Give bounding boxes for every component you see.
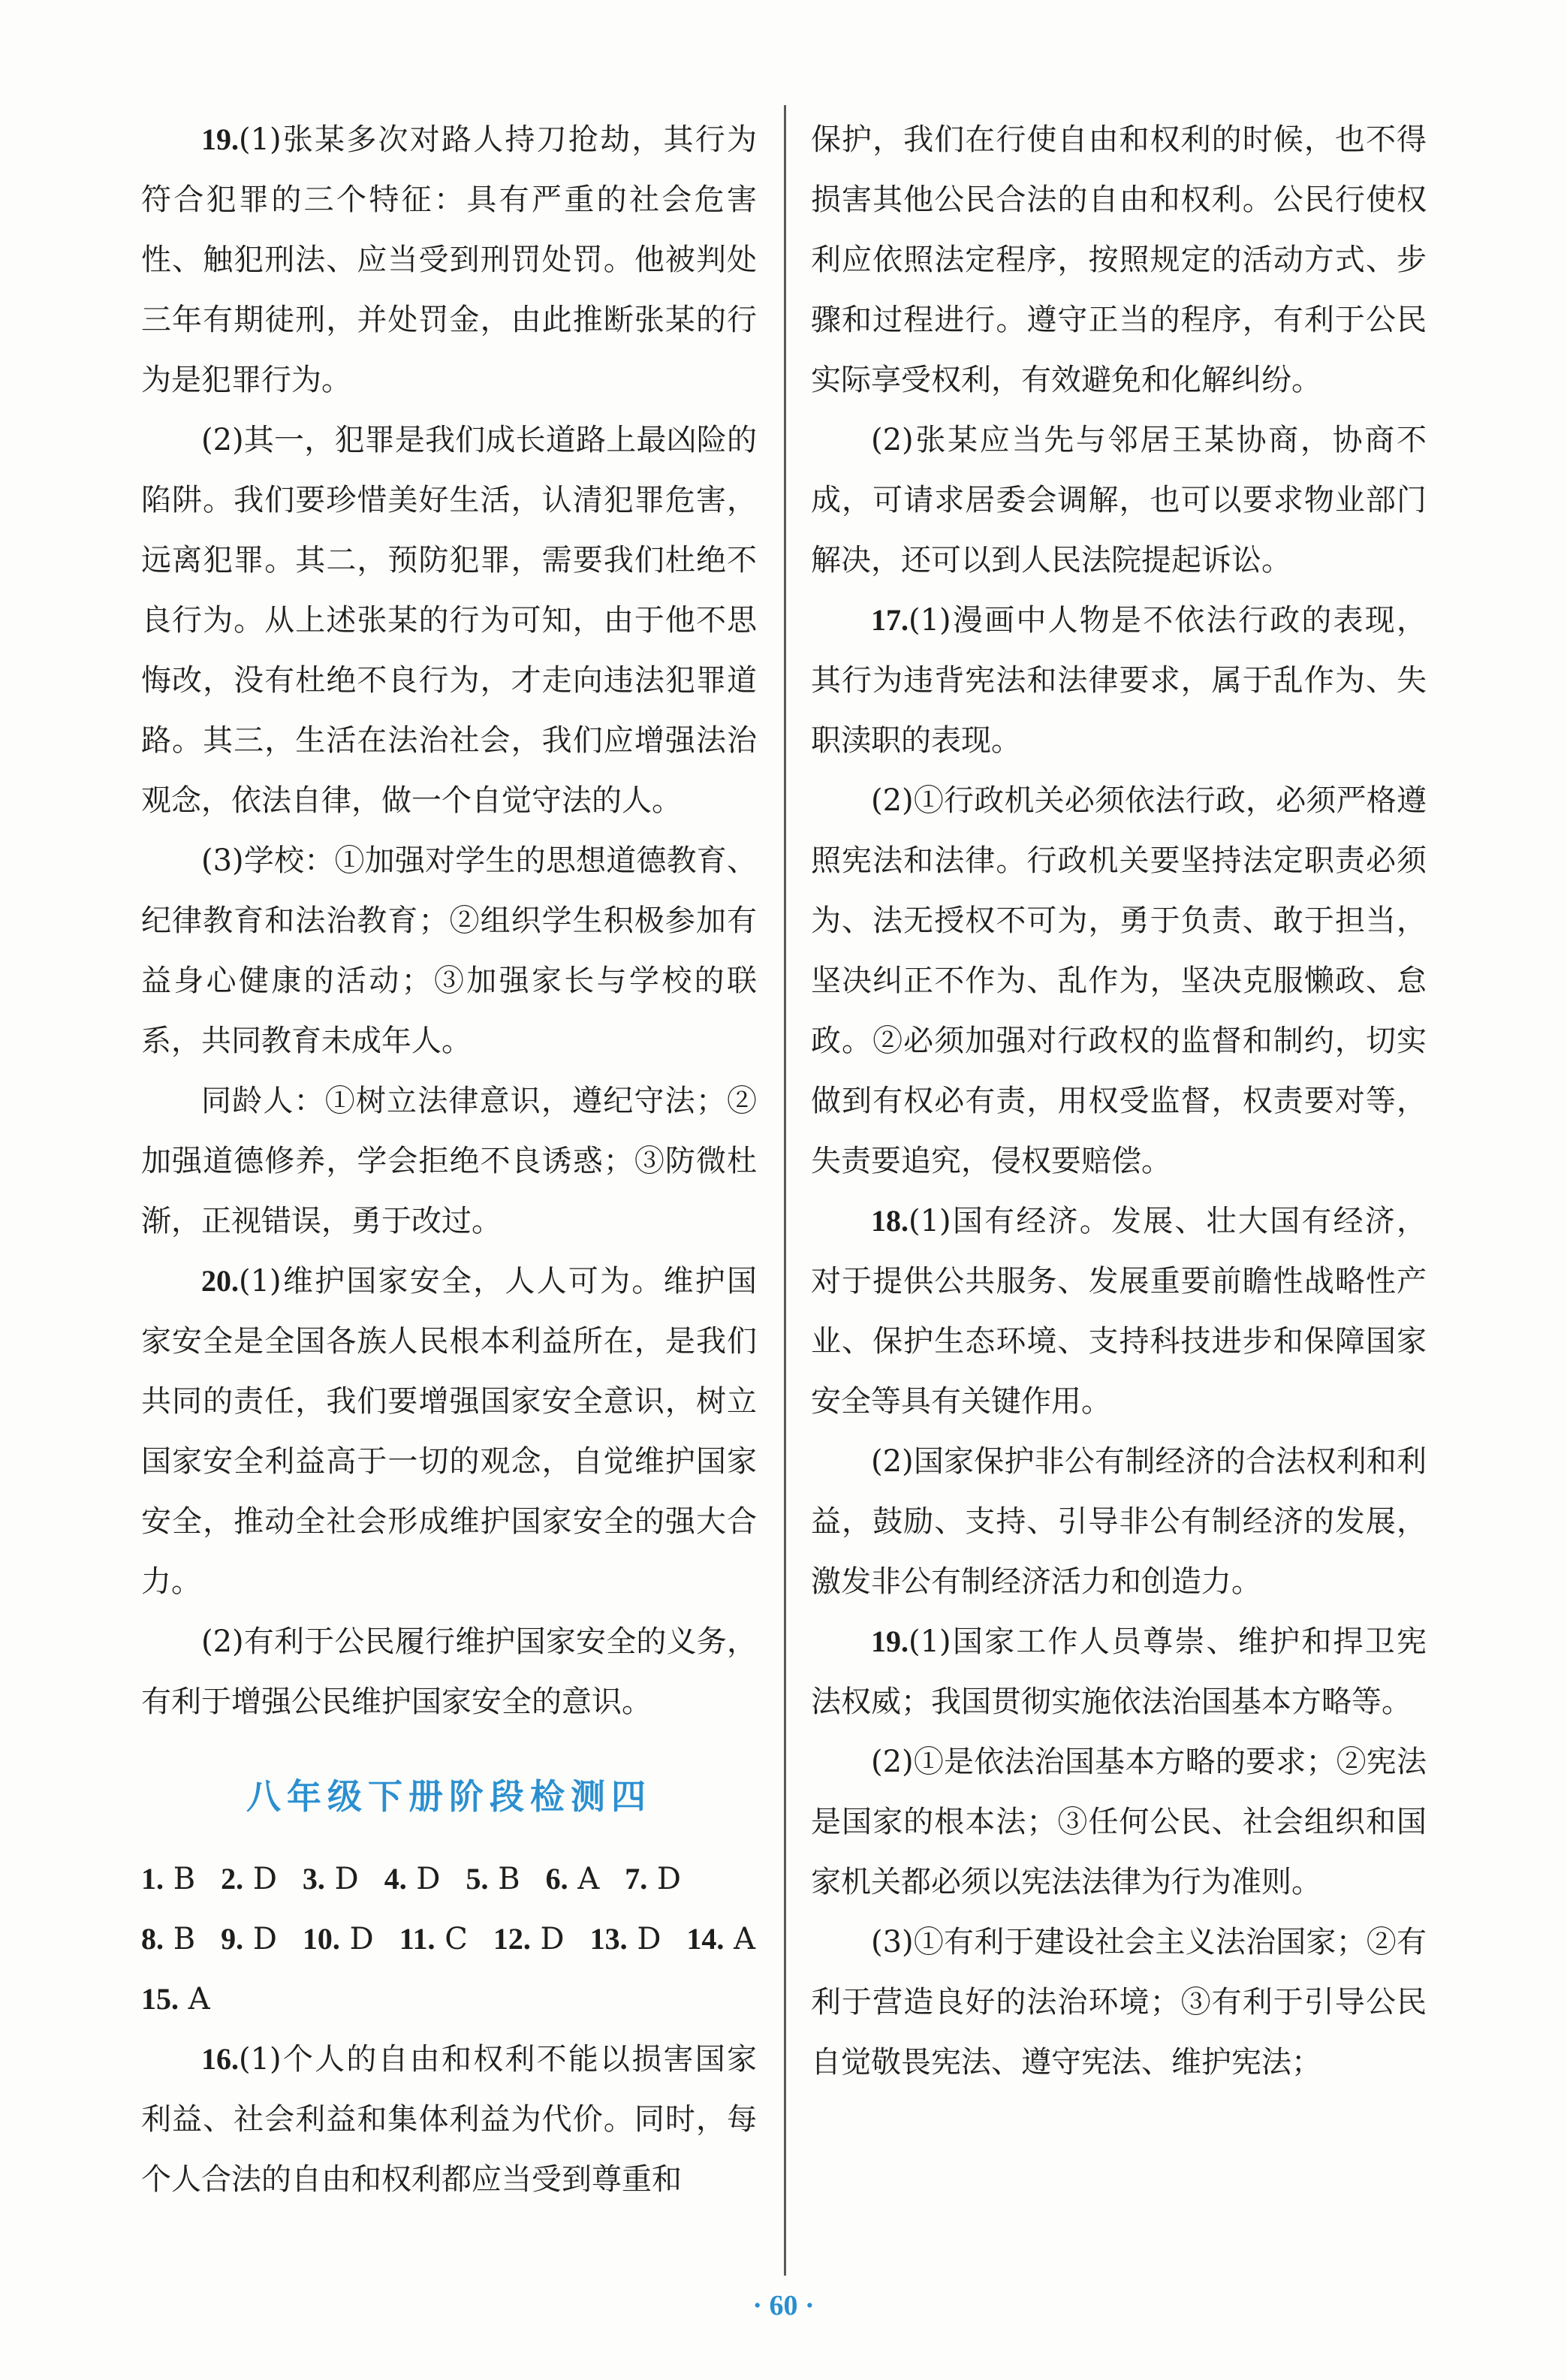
answer-number: 1. (141, 1862, 164, 1896)
answer-value: A (724, 1922, 756, 1956)
answer-item (466, 1862, 520, 1896)
q19-part4: 同龄人：①树立法律意识，遵纪守法；②加强道德修养，学会拒绝不良诱惑；③防微杜渐，正视错误，勇于改过。 (141, 1084, 757, 1238)
answer-item (141, 1862, 195, 1896)
section-heading: 八年级下册阶段检测四 (246, 1776, 652, 1817)
answer-value: C (435, 1922, 468, 1956)
left-column (141, 110, 757, 2210)
q19b-part1: 19.(1)国家工作人员尊崇、维护和捍卫宪法权威；我国贯彻实施依法治国基本方略等。 (811, 1624, 1427, 1719)
answer-item (384, 1862, 441, 1896)
answer-value: B (488, 1862, 520, 1896)
answer-number: 14. (686, 1922, 725, 1956)
answer-number: 2. (221, 1862, 244, 1896)
q17-part1: 17.(1)漫画中人物是不依法行政的表现，其行为违背宪法和法律要求，属于乱作为、失职渎职的表现。 (811, 603, 1427, 758)
answer-value: D (627, 1922, 661, 1956)
answer-number: 7. (625, 1862, 648, 1896)
answer-value: A (179, 1982, 210, 2017)
q16-part2: (2)张某应当先与邻居王某协商，协商不成，可请求居委会调解，也可以要求物业部门解决，还可以到人民法院提起诉讼。 (811, 423, 1427, 578)
page-number: · 60 · (752, 2290, 815, 2321)
answer-item (399, 1922, 468, 1956)
question-number: 18. (871, 1204, 909, 1238)
q19-part3: (3)学校：①加强对学生的思想道德教育、纪律教育和法治教育；②组织学生积极参加有益身心健康的活动；③加强家长与学校的联系，共同教育未成年人。 (141, 843, 757, 1058)
question-number: 19. (871, 1624, 909, 1658)
q19-part1: 19.(1)张某多次对路人持刀抢劫，其行为符合犯罪的三个特征：具有严重的社会危害性、触犯刑法、应当受到刑罚处罚。他被判处三年有期徒刑，并处罚金，由此推断张某的行为是犯罪行为。 (141, 122, 757, 397)
answer-item (493, 1922, 565, 1956)
right-column (811, 110, 1427, 2092)
q17-part2: (2)①行政机关必须依法行政，必须严格遵照宪法和法律。行政机关要坚持法定职责必须为、法无授权不可为，勇于负责、敢于担当，坚决纠正不作为、乱作为，坚决克服懒政、怠政。②必须加强对行政权的监督和制约，切实做到有权必有责，用权受监督，权责要对等，失责要追究，侵权要赔偿。 (811, 783, 1427, 1178)
answer-value: B (164, 1922, 196, 1956)
question-number: 16. (201, 2042, 239, 2076)
answer-value: A (568, 1862, 600, 1896)
answer-item (625, 1862, 681, 1896)
answer-number: 9. (221, 1922, 244, 1956)
answer-item (221, 1922, 277, 1956)
answer-number: 11. (399, 1922, 435, 1956)
answer-item (546, 1862, 600, 1896)
answer-number: 10. (302, 1922, 340, 1956)
answer-number: 12. (493, 1922, 531, 1956)
answer-item (141, 1922, 195, 1956)
q19b-part3: (3)①有利于建设社会主义法治国家；②有利于营造良好的法治环境；③有利于引导公民自觉敬畏宪法、遵守宪法、维护宪法； (811, 1925, 1427, 2080)
question-number: 19. (201, 122, 239, 156)
q20-part2: (2)有利于公民履行维护国家安全的义务，有利于增强公民维护国家安全的意识。 (141, 1624, 757, 1719)
answer-item (590, 1922, 661, 1956)
answer-item (686, 1922, 755, 1956)
answer-value: D (339, 1922, 374, 1956)
answer-item (303, 1922, 374, 1956)
q18-part2: (2)国家保护非公有制经济的合法权利和利益，鼓励、支持、引导非公有制经济的发展，激发非公有制经济活力和创造力。 (811, 1444, 1427, 1599)
answer-number: 6. (545, 1862, 568, 1896)
answer-number: 8. (141, 1922, 164, 1956)
answer-item (141, 1982, 210, 2017)
answer-value: D (406, 1862, 441, 1896)
answer-item (303, 1862, 359, 1896)
answer-value: D (530, 1922, 565, 1956)
answer-value: B (164, 1862, 196, 1896)
q16-part1: 16.(1)个人的自由和权利不能以损害国家利益、社会利益和集体利益为代价。同时，每个人合法的自由和权利都应当受到尊重和 (141, 2042, 757, 2197)
column-divider (784, 105, 786, 2276)
answer-value: D (243, 1922, 277, 1956)
answer-value: D (324, 1862, 359, 1896)
answer-number: 15. (141, 1982, 179, 2016)
answer-key (141, 1849, 757, 2029)
answer-number: 13. (589, 1922, 628, 1956)
answer-number: 5. (466, 1862, 489, 1896)
q19b-part2: (2)①是依法治国基本方略的要求；②宪法是国家的根本法；③任何公民、社会组织和国家机关都必须以宪法法律为行为准则。 (811, 1745, 1427, 1899)
answer-value: D (243, 1862, 277, 1896)
question-number: 20. (201, 1264, 239, 1298)
q20-part1: 20.(1)维护国家安全，人人可为。维护国家安全是全国各族人民根本利益所在，是我们共同的责任，我们要增强国家安全意识，树立国家安全利益高于一切的观念，自觉维护国家安全，推动全社会形成维护国家安全的强大合力。 (141, 1264, 757, 1599)
q18-part1: 18.(1)国有经济。发展、壮大国有经济，对于提供公共服务、发展重要前瞻性战略性产业、保护生态环境、支持科技进步和保障国家安全等具有关键作用。 (811, 1204, 1427, 1419)
answer-number: 3. (302, 1862, 325, 1896)
question-number: 17. (871, 603, 909, 637)
answer-item (221, 1862, 277, 1896)
q16-continuation: 保护，我们在行使自由和权利的时候，也不得损害其他公民合法的自由和权利。公民行使权利应依照法定程序，按照规定的活动方式、步骤和过程进行。遵守正当的程序，有利于公民实际享受权利，有效避免和化解纠纷。 (811, 122, 1427, 397)
answer-value: D (647, 1862, 682, 1896)
answer-number: 4. (384, 1862, 407, 1896)
q19-part2: (2)其一，犯罪是我们成长道路上最凶险的陷阱。我们要珍惜美好生活，认清犯罪危害，远离犯罪。其二，预防犯罪，需要我们杜绝不良行为。从上述张某的行为可知，由于他不思悔改，没有杜绝不良行为，才走向违法犯罪道路。其三，生活在法治社会，我们应增强法治观念，依法自律，做一个自觉守法的人。 (141, 423, 757, 818)
